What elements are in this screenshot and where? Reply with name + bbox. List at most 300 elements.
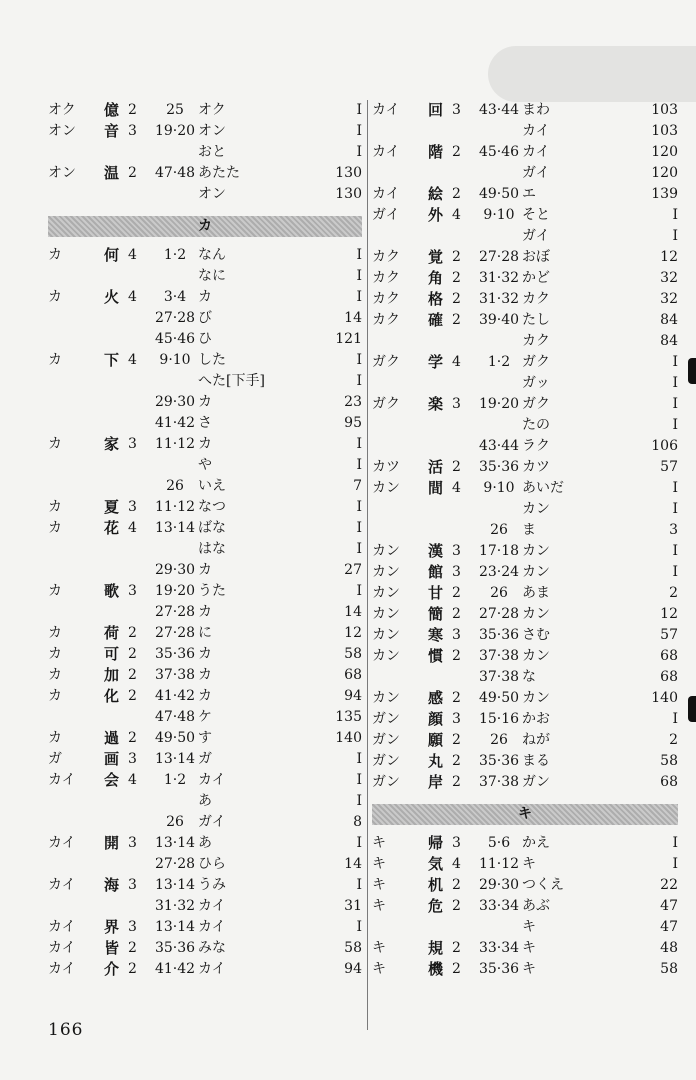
page-reference: 29·30	[154, 394, 196, 410]
page-reference: 1·2	[163, 772, 187, 788]
section-header	[372, 804, 678, 825]
lesson-reference: 8	[353, 814, 362, 830]
page-reference: 19·20	[478, 396, 520, 412]
reading-text: カイ	[198, 961, 226, 977]
lesson-reference: 94	[344, 688, 362, 704]
page-reference: 23·24	[478, 564, 520, 580]
reading-text: いえ	[198, 478, 226, 494]
kanji-entry-row	[372, 310, 678, 331]
page-reference: 35·36	[154, 940, 196, 956]
page-reference: 27·28	[154, 310, 196, 326]
reading-text: ガク	[522, 354, 550, 370]
lesson-reference: I	[356, 144, 362, 160]
page-reference: 15·16	[478, 711, 520, 727]
kanji-character: 歌	[104, 582, 120, 600]
kanji-entry-row	[48, 308, 362, 329]
lesson-reference: I	[672, 375, 678, 391]
kanji-entry-row	[48, 686, 362, 707]
lesson-reference: 14	[344, 310, 362, 326]
on-reading: ガン	[372, 774, 400, 790]
kanji-character: 確	[428, 311, 444, 329]
lesson-reference: I	[356, 499, 362, 515]
kanji-entry-row	[48, 623, 362, 644]
grade-level: 2	[452, 753, 461, 769]
lesson-reference: I	[356, 520, 362, 536]
reading-text: カ	[198, 604, 212, 620]
lesson-reference: I	[356, 373, 362, 389]
kanji-entry-row	[372, 184, 678, 205]
reading-text: ガン	[522, 774, 550, 790]
kanji-entry-row	[372, 205, 678, 226]
on-reading: カク	[372, 312, 400, 328]
kanji-character: 簡	[428, 605, 444, 623]
kanji-character: 学	[428, 353, 444, 371]
on-reading: カク	[372, 291, 400, 307]
grade-level: 2	[452, 249, 461, 265]
on-reading: ガン	[372, 753, 400, 769]
kanji-character: 机	[428, 876, 444, 894]
page-reference: 26	[490, 585, 508, 601]
page-reference: 1·2	[163, 247, 187, 263]
grade-level: 2	[128, 961, 137, 977]
lesson-reference: I	[356, 772, 362, 788]
grade-level: 3	[128, 835, 137, 851]
lesson-reference: I	[672, 228, 678, 244]
kanji-entry-row	[48, 770, 362, 791]
kanji-entry-row	[48, 497, 362, 518]
column-divider	[367, 100, 368, 1030]
kanji-character: 何	[104, 246, 120, 264]
lesson-reference: 68	[344, 667, 362, 683]
on-reading: カン	[372, 564, 400, 580]
kanji-character: 外	[428, 206, 444, 224]
on-reading: ガ	[48, 751, 62, 767]
page-reference: 29·30	[478, 877, 520, 893]
reading-text: あ	[198, 835, 212, 851]
reading-text: カン	[522, 690, 550, 706]
grade-level: 2	[452, 606, 461, 622]
grade-level: 2	[128, 667, 137, 683]
kanji-entry-row	[372, 520, 678, 541]
page-reference: 31·32	[478, 291, 520, 307]
reading-text: カ	[198, 394, 212, 410]
reading-text: あま	[522, 585, 550, 601]
on-reading: カク	[372, 270, 400, 286]
lesson-reference: 58	[344, 646, 362, 662]
reading-text: なに	[198, 268, 226, 284]
kanji-character: 活	[428, 458, 444, 476]
kanji-character: 覚	[428, 248, 444, 266]
kanji-entry-row	[372, 415, 678, 436]
kanji-entry-row	[48, 791, 362, 812]
page-reference: 27·28	[154, 856, 196, 872]
kanji-entry-row	[372, 833, 678, 854]
reading-text: ガイ	[198, 814, 226, 830]
kanji-entry-row	[48, 184, 362, 205]
lesson-reference: I	[672, 396, 678, 412]
lesson-reference: I	[672, 417, 678, 433]
kanji-entry-row	[372, 331, 678, 352]
reading-text: かど	[522, 270, 550, 286]
grade-level: 2	[452, 940, 461, 956]
kanji-entry-row	[48, 728, 362, 749]
on-reading: カン	[372, 648, 400, 664]
grade-level: 3	[128, 877, 137, 893]
kanji-entry-row	[48, 644, 362, 665]
kanji-entry-row	[48, 245, 362, 266]
kanji-entry-row	[372, 163, 678, 184]
kanji-entry-row	[48, 434, 362, 455]
kanji-entry-row	[372, 667, 678, 688]
grade-level: 2	[452, 732, 461, 748]
grade-level: 4	[452, 354, 461, 370]
reading-text: エ	[522, 186, 536, 202]
on-reading: カ	[48, 289, 62, 305]
page-reference: 49·50	[154, 730, 196, 746]
page-reference: 13·14	[154, 877, 196, 893]
on-reading: カ	[48, 646, 62, 662]
lesson-reference: I	[356, 352, 362, 368]
lesson-reference: 58	[660, 753, 678, 769]
reading-text: まわ	[522, 102, 550, 118]
grade-level: 2	[452, 877, 461, 893]
kanji-character: 間	[428, 479, 444, 497]
kanji-entry-row	[48, 392, 362, 413]
reading-text: へた[下手]	[198, 373, 265, 389]
reading-text: おぼ	[522, 249, 550, 265]
kanji-entry-row	[372, 436, 678, 457]
reading-text: び	[198, 310, 212, 326]
lesson-reference: 47	[660, 898, 678, 914]
reading-text: ケ	[198, 709, 212, 725]
lesson-reference: 140	[651, 690, 678, 706]
reading-text: カン	[522, 543, 550, 559]
kanji-entry-row	[372, 772, 678, 793]
kanji-entry-row	[48, 581, 362, 602]
kanji-entry-row	[48, 875, 362, 896]
kanji-entry-row	[372, 709, 678, 730]
kanji-entry-row	[372, 394, 678, 415]
reading-text: おと	[198, 144, 226, 160]
kanji-character: 丸	[428, 752, 444, 770]
grade-level: 2	[128, 165, 137, 181]
on-reading: カイ	[48, 835, 76, 851]
page-reference: 41·42	[154, 415, 196, 431]
reading-text: あ	[198, 793, 212, 809]
on-reading: カ	[48, 436, 62, 452]
reading-text: キ	[522, 940, 536, 956]
reading-text: カ	[198, 646, 212, 662]
reading-text: まる	[522, 753, 550, 769]
lesson-reference: I	[356, 583, 362, 599]
page-reference: 37·38	[154, 667, 196, 683]
kanji-entry-row	[48, 100, 362, 121]
on-reading: ガク	[372, 396, 400, 412]
grade-level: 2	[452, 690, 461, 706]
grade-level: 2	[452, 270, 461, 286]
page-reference: 29·30	[154, 562, 196, 578]
kanji-character: 夏	[104, 498, 120, 516]
grade-level: 2	[128, 102, 137, 118]
on-reading: オン	[48, 123, 76, 139]
on-reading: カン	[372, 627, 400, 643]
right-column	[372, 100, 678, 980]
grade-level: 2	[128, 646, 137, 662]
kanji-entry-row	[372, 121, 678, 142]
reading-text: カイ	[522, 123, 550, 139]
on-reading: カイ	[48, 919, 76, 935]
kanji-character: 岸	[428, 773, 444, 791]
page-reference: 3·4	[163, 289, 187, 305]
kanji-entry-row	[48, 350, 362, 371]
kanji-character: 化	[104, 687, 120, 705]
kanji-entry-row	[372, 142, 678, 163]
kanji-character: 荷	[104, 624, 120, 642]
kanji-entry-row	[48, 812, 362, 833]
lesson-reference: I	[672, 564, 678, 580]
kanji-entry-row	[372, 938, 678, 959]
kanji-character: 海	[104, 876, 120, 894]
page-reference: 26	[490, 522, 508, 538]
grade-level: 2	[128, 730, 137, 746]
grade-level: 3	[128, 123, 137, 139]
kanji-character: 楽	[428, 395, 444, 413]
lesson-reference: 3	[669, 522, 678, 538]
on-reading: オン	[48, 165, 76, 181]
lesson-reference: 47	[660, 919, 678, 935]
kanji-character: 館	[428, 563, 444, 581]
grade-level: 2	[128, 625, 137, 641]
grade-level: 3	[452, 835, 461, 851]
kanji-entry-row	[48, 287, 362, 308]
page-reference: 37·38	[478, 648, 520, 664]
reading-text: ガイ	[522, 165, 550, 181]
page-reference: 9·10	[483, 480, 515, 496]
lesson-reference: 120	[651, 144, 678, 160]
kanji-character: 音	[104, 122, 120, 140]
lesson-reference: 31	[344, 898, 362, 914]
grade-level: 3	[452, 627, 461, 643]
lesson-reference: I	[356, 247, 362, 263]
kanji-entry-row	[372, 604, 678, 625]
page-reference: 13·14	[154, 751, 196, 767]
reading-text: つくえ	[522, 877, 564, 893]
kanji-entry-row	[48, 917, 362, 938]
reading-text: ねが	[522, 732, 550, 748]
lesson-reference: I	[672, 711, 678, 727]
page-reference: 39·40	[478, 312, 520, 328]
grade-level: 2	[452, 144, 461, 160]
page-reference: 27·28	[478, 606, 520, 622]
kanji-entry-row	[48, 518, 362, 539]
kanji-entry-row	[48, 455, 362, 476]
kanji-character: 皆	[104, 939, 120, 957]
kanji-character: 格	[428, 290, 444, 308]
lesson-reference: I	[356, 289, 362, 305]
lesson-reference: I	[356, 102, 362, 118]
reading-text: ひら	[198, 856, 226, 872]
kanji-entry-row	[48, 602, 362, 623]
on-reading: カ	[48, 247, 62, 263]
lesson-reference: 22	[660, 877, 678, 893]
lesson-reference: 121	[335, 331, 362, 347]
kanji-entry-row	[372, 541, 678, 562]
lesson-reference: 95	[344, 415, 362, 431]
kanji-entry-row	[372, 688, 678, 709]
kanji-character: 角	[428, 269, 444, 287]
kanji-entry-row	[372, 289, 678, 310]
page-reference: 49·50	[478, 690, 520, 706]
kanji-entry-row	[372, 917, 678, 938]
on-reading: カ	[48, 583, 62, 599]
binding-hole-mark	[688, 358, 696, 384]
lesson-reference: 130	[335, 165, 362, 181]
kanji-character: 階	[428, 143, 444, 161]
reading-text: なつ	[198, 499, 226, 515]
lesson-reference: I	[356, 123, 362, 139]
lesson-reference: 12	[344, 625, 362, 641]
kanji-character: 可	[104, 645, 120, 663]
grade-level: 3	[128, 583, 137, 599]
reading-text: カイ	[522, 144, 550, 160]
kanji-character: 家	[104, 435, 120, 453]
page-reference: 49·50	[478, 186, 520, 202]
kanji-entry-row	[372, 959, 678, 980]
reading-text: かお	[522, 711, 550, 727]
on-reading: カン	[372, 606, 400, 622]
on-reading: カ	[48, 352, 62, 368]
page-reference: 43·44	[478, 102, 520, 118]
grade-level: 3	[128, 436, 137, 452]
lesson-reference: I	[356, 877, 362, 893]
grade-level: 2	[452, 585, 461, 601]
page-reference: 19·20	[154, 123, 196, 139]
on-reading: カク	[372, 249, 400, 265]
lesson-reference: 58	[344, 940, 362, 956]
reading-text: カ	[198, 562, 212, 578]
page-reference: 43·44	[478, 438, 520, 454]
page-reference: 35·36	[154, 646, 196, 662]
lesson-reference: 12	[660, 249, 678, 265]
on-reading: キ	[372, 877, 386, 893]
kanji-entry-row	[372, 562, 678, 583]
on-reading: カ	[48, 667, 62, 683]
kanji-entry-row	[372, 751, 678, 772]
reading-text: カク	[522, 291, 550, 307]
reading-text: ガイ	[522, 228, 550, 244]
grade-level: 3	[128, 751, 137, 767]
reading-text: カン	[522, 564, 550, 580]
kanji-entry-row	[48, 749, 362, 770]
reading-text: カツ	[522, 459, 550, 475]
kanji-entry-row	[48, 539, 362, 560]
reading-text: カン	[522, 648, 550, 664]
on-reading: カ	[48, 625, 62, 641]
grade-level: 3	[452, 711, 461, 727]
on-reading: ガク	[372, 354, 400, 370]
reading-text: うみ	[198, 877, 226, 893]
reading-text: カク	[522, 333, 550, 349]
lesson-reference: I	[672, 480, 678, 496]
page-reference: 1·2	[487, 354, 511, 370]
grade-level: 3	[452, 102, 461, 118]
reading-text: うた	[198, 583, 226, 599]
page-reference: 31·32	[154, 898, 196, 914]
reading-text: な	[522, 669, 536, 685]
lesson-reference: 106	[651, 438, 678, 454]
on-reading: キ	[372, 856, 386, 872]
page-reference: 11·12	[154, 436, 196, 452]
kanji-entry-row	[48, 371, 362, 392]
on-reading: カン	[372, 480, 400, 496]
lesson-reference: 94	[344, 961, 362, 977]
kanji-entry-row	[372, 352, 678, 373]
grade-level: 4	[452, 856, 461, 872]
page-reference: 19·20	[154, 583, 196, 599]
on-reading: カツ	[372, 459, 400, 475]
lesson-reference: 12	[660, 606, 678, 622]
grade-level: 2	[128, 688, 137, 704]
on-reading: カイ	[372, 102, 400, 118]
kanji-character: 絵	[428, 185, 444, 203]
page-reference: 41·42	[154, 688, 196, 704]
grade-level: 2	[452, 774, 461, 790]
kanji-entry-row	[48, 854, 362, 875]
reading-text: あぶ	[522, 898, 550, 914]
page-reference: 26	[166, 814, 184, 830]
reading-text: みな	[198, 940, 226, 956]
kanji-entry-row	[48, 665, 362, 686]
kanji-entry-row	[372, 268, 678, 289]
lesson-reference: 58	[660, 961, 678, 977]
on-reading: カイ	[372, 186, 400, 202]
kanji-entry-row	[48, 163, 362, 184]
lesson-reference: I	[672, 543, 678, 559]
kanji-entry-row	[48, 476, 362, 497]
on-reading: カイ	[372, 144, 400, 160]
grade-level: 2	[452, 312, 461, 328]
lesson-reference: 7	[353, 478, 362, 494]
page-reference: 17·18	[478, 543, 520, 559]
kanji-entry-row	[372, 646, 678, 667]
page-edge-tab	[488, 46, 696, 102]
reading-text: ラク	[522, 438, 550, 454]
page-reference: 13·14	[154, 835, 196, 851]
grade-level: 2	[452, 459, 461, 475]
reading-text: ガク	[522, 396, 550, 412]
lesson-reference: 139	[651, 186, 678, 202]
on-reading: カン	[372, 585, 400, 601]
on-reading: オク	[48, 102, 76, 118]
on-reading: キ	[372, 961, 386, 977]
reading-text: や	[198, 457, 212, 473]
on-reading: キ	[372, 835, 386, 851]
on-reading: カ	[48, 730, 62, 746]
grade-level: 3	[452, 543, 461, 559]
kanji-character: 過	[104, 729, 120, 747]
reading-text: カイ	[198, 772, 226, 788]
lesson-reference: I	[356, 541, 362, 557]
lesson-reference: I	[356, 436, 362, 452]
reading-text: そと	[522, 207, 550, 223]
page-reference: 13·14	[154, 919, 196, 935]
kanji-entry-row	[48, 329, 362, 350]
on-reading: カイ	[48, 940, 76, 956]
lesson-reference: I	[672, 501, 678, 517]
lesson-reference: I	[356, 919, 362, 935]
page-reference: 37·38	[478, 669, 520, 685]
section-header	[48, 216, 362, 237]
